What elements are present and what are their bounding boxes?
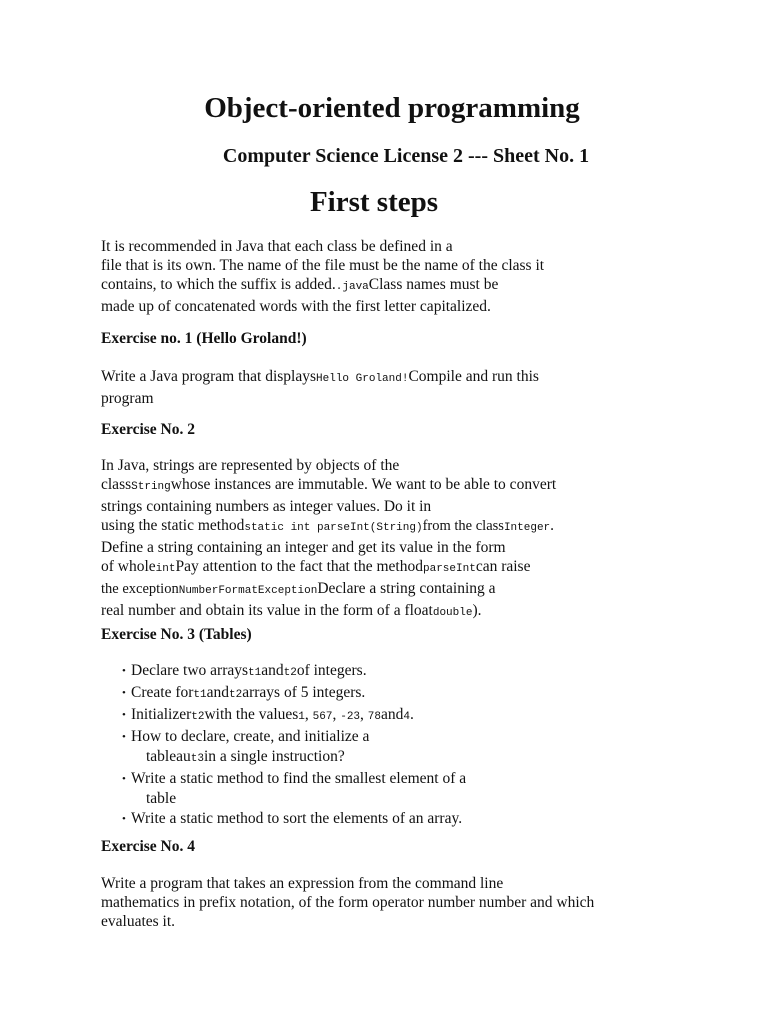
ex2-text: whose instances are immutable. We want to be able to convert bbox=[170, 476, 557, 493]
list-text: How to declare, create, and initialize a bbox=[131, 728, 370, 745]
section-title: First steps bbox=[309, 186, 439, 218]
document-subtitle: Computer Science License 2 --- Sheet No. 1 bbox=[222, 145, 590, 167]
ex1-line-2: program bbox=[101, 390, 154, 407]
list-text: . bbox=[409, 706, 414, 723]
ex2-text: of whole bbox=[101, 558, 156, 575]
code-t1: t1 bbox=[193, 689, 207, 701]
code-value: 4 bbox=[403, 711, 410, 723]
code-value: 567 bbox=[312, 711, 333, 723]
code-value: -23 bbox=[340, 711, 361, 723]
code-value: 1 bbox=[298, 711, 305, 723]
ex2-line-4 bbox=[101, 516, 661, 538]
list-text: of integers. bbox=[296, 662, 367, 679]
ex2-text: Pay attention to the fact that the method bbox=[175, 558, 423, 575]
intro-paragraph bbox=[101, 237, 661, 316]
list-text: Create for bbox=[131, 684, 194, 701]
code-int: int bbox=[155, 563, 176, 575]
list-text: Write a static method to find the smallest element of a bbox=[131, 770, 467, 787]
document-title: Object-oriented programming bbox=[204, 92, 580, 124]
exercise-3-heading: Exercise No. 3 (Tables) bbox=[101, 626, 252, 643]
ex4-line-1: Write a program that takes an expression from the command line bbox=[101, 875, 504, 892]
ex2-line-3: strings containing numbers as integer values. Do it in bbox=[101, 498, 432, 515]
list-text: Write a static method to sort the elements of an array. bbox=[131, 810, 463, 827]
list-text: , bbox=[304, 706, 313, 723]
list-item-continuation bbox=[122, 747, 642, 769]
ex1-text: Write a Java program that displays bbox=[101, 368, 317, 385]
ex2-text: using the static method bbox=[101, 517, 245, 534]
ex2-text: ). bbox=[472, 602, 482, 619]
bullet: • bbox=[122, 665, 126, 677]
exercise-4-body bbox=[101, 874, 661, 931]
list-text: with the values bbox=[204, 706, 299, 723]
ex2-text: can raise bbox=[475, 558, 531, 575]
code-t1: t1 bbox=[248, 667, 262, 679]
ex2-line-8 bbox=[101, 601, 661, 623]
ex2-text: Declare a string containing a bbox=[317, 580, 496, 597]
ex2-line-2 bbox=[101, 475, 661, 497]
ex2-line-6 bbox=[101, 557, 661, 579]
code-double: double bbox=[432, 607, 473, 619]
list-item bbox=[122, 809, 642, 829]
list-text: and bbox=[261, 662, 284, 679]
ex2-text: real number and obtain its value in the form of a float bbox=[101, 602, 433, 619]
list-text: in a single instruction? bbox=[203, 748, 345, 765]
code-numberformatexception: NumberFormatException bbox=[178, 585, 318, 597]
list-text: , bbox=[360, 706, 368, 723]
code-hello-groland: Hello Groland! bbox=[316, 373, 409, 385]
bullet: • bbox=[122, 773, 126, 785]
exercise-2-body bbox=[101, 456, 661, 623]
ex2-text: . bbox=[550, 517, 555, 534]
list-item bbox=[122, 727, 642, 747]
ex2-line-5: Define a string containing an integer and get its value in the form bbox=[101, 539, 506, 556]
list-item bbox=[122, 683, 642, 705]
list-text: and bbox=[380, 706, 404, 723]
code-t3: t3 bbox=[190, 753, 204, 765]
intro-line-1: It is recommended in Java that each class be defined in a bbox=[101, 238, 453, 255]
code-t2: t2 bbox=[229, 689, 243, 701]
ex4-line-3: evaluates it. bbox=[101, 913, 176, 930]
code-value: 78 bbox=[367, 711, 381, 723]
exercise-3-list bbox=[122, 661, 642, 829]
intro-text: contains, to which the suffix is added. bbox=[101, 276, 336, 293]
code-t2: t2 bbox=[283, 667, 297, 679]
list-text: , bbox=[332, 706, 341, 723]
bullet: • bbox=[122, 709, 126, 721]
list-text: tableau bbox=[146, 748, 191, 765]
list-item-continuation: table bbox=[146, 790, 177, 807]
bullet: • bbox=[122, 687, 126, 699]
exercise-2-heading: Exercise No. 2 bbox=[101, 421, 195, 438]
ex4-line-2: mathematics in prefix notation, of the form operator number number and which bbox=[101, 894, 595, 911]
intro-text: Class names must be bbox=[368, 276, 499, 293]
ex2-line-7 bbox=[101, 579, 661, 601]
code-t2: t2 bbox=[191, 711, 205, 723]
exercise-1-heading: Exercise no. 1 (Hello Groland!) bbox=[101, 330, 307, 347]
bullet: • bbox=[122, 731, 126, 743]
ex2-text: the exception bbox=[101, 581, 179, 597]
bullet: • bbox=[122, 813, 126, 825]
intro-line-2: file that is its own. The name of the file must be the name of the class it bbox=[101, 257, 545, 274]
list-item bbox=[122, 661, 642, 683]
list-text: Initializer bbox=[131, 706, 192, 723]
code-integer: Integer bbox=[503, 522, 551, 534]
ex1-text: Compile and run this bbox=[408, 368, 539, 385]
ex2-text: class bbox=[101, 476, 132, 493]
intro-line-4: made up of concatenated words with the first letter capitalized. bbox=[101, 298, 491, 315]
ex1-line-1 bbox=[101, 367, 661, 389]
exercise-1-body bbox=[101, 367, 661, 408]
code-parseint-signature: static int parseInt(String) bbox=[244, 522, 423, 534]
intro-line-3 bbox=[101, 275, 661, 297]
code-string: String bbox=[131, 481, 171, 493]
code-java-suffix: .java bbox=[335, 281, 369, 293]
list-item bbox=[122, 705, 642, 727]
list-item bbox=[122, 769, 642, 789]
ex2-line-1: In Java, strings are represented by objects of the bbox=[101, 457, 400, 474]
list-text: arrays of 5 integers. bbox=[242, 684, 366, 701]
code-parseint: parseInt bbox=[423, 563, 476, 575]
list-text: and bbox=[206, 684, 229, 701]
list-text: Declare two arrays bbox=[131, 662, 249, 679]
ex2-text: from the class bbox=[422, 518, 504, 534]
exercise-4-heading: Exercise No. 4 bbox=[101, 838, 195, 855]
